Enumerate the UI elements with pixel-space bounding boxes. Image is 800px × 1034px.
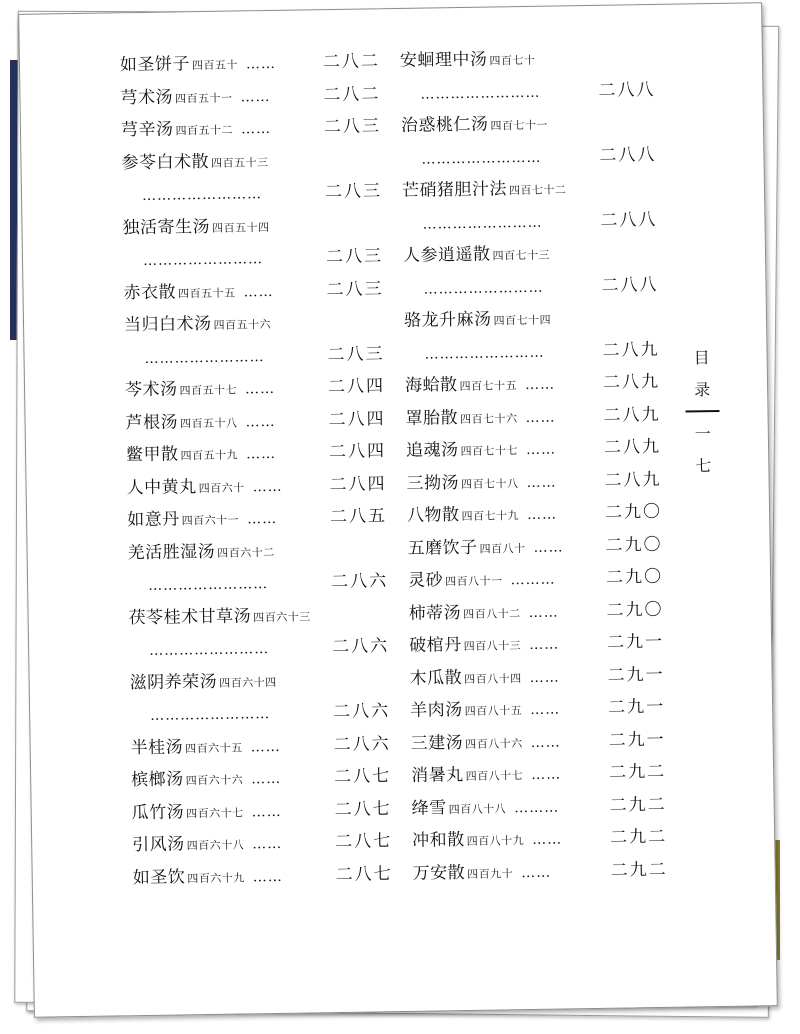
dot-leader: …… xyxy=(531,766,562,783)
toc-entry xyxy=(404,301,660,370)
toc-entry xyxy=(125,403,385,440)
page-sidebar xyxy=(676,342,728,483)
dot-leader: …… xyxy=(529,636,560,653)
toc-entry-line xyxy=(121,110,381,147)
toc-entry-line xyxy=(126,468,386,505)
page-number: 二八九 xyxy=(602,339,660,361)
toc-entry-line xyxy=(408,561,663,598)
dot-leader: …………………… xyxy=(420,84,541,103)
page-number: 二九一 xyxy=(608,729,666,751)
dot-leader: …… xyxy=(247,510,278,528)
prescription-number: 四百六十五 xyxy=(185,740,243,755)
dot-leader: …………………… xyxy=(142,251,264,269)
prescription-name: 羌活胜湿汤 xyxy=(127,541,216,563)
prescription-number: 四百七十三 xyxy=(492,248,551,263)
toc-entry xyxy=(120,78,380,115)
page-number: 二八四 xyxy=(327,376,386,398)
page-number: 二八二 xyxy=(323,83,381,105)
toc-entry-line xyxy=(126,435,386,472)
toc-entry xyxy=(121,110,381,147)
toc-entry-line xyxy=(128,598,388,635)
toc-entry-line xyxy=(123,273,383,310)
toc-entry-line xyxy=(127,533,387,570)
prescription-number: 四百七十八 xyxy=(460,476,519,491)
toc-entry xyxy=(407,496,662,533)
prescription-name: 五磨饮子 xyxy=(407,537,478,559)
page-number: 二八四 xyxy=(328,441,387,463)
prescription-name: 人中黄丸 xyxy=(126,476,197,498)
prescription-name: 芦根汤 xyxy=(125,411,179,433)
toc-entry-leader-line xyxy=(122,175,382,212)
prescription-name: 羊肉汤 xyxy=(409,700,463,721)
sidebar-title-char: 录 xyxy=(693,380,711,400)
toc-entry-line xyxy=(412,853,667,890)
toc-entry xyxy=(125,370,385,407)
dot-leader: …………………… xyxy=(150,706,271,724)
toc-entry-line xyxy=(129,663,389,700)
prescription-name: 万安散 xyxy=(412,862,466,884)
toc-entry xyxy=(131,760,391,797)
toc-entry xyxy=(405,366,660,403)
toc-entry-line xyxy=(120,45,380,82)
toc-entry-line xyxy=(124,305,384,342)
toc-entry-line xyxy=(121,143,381,180)
prescription-number: 四百八十九 xyxy=(466,834,525,848)
toc-entry-line xyxy=(406,431,661,468)
page-number: 二八七 xyxy=(334,766,392,788)
toc-entry-line xyxy=(405,398,660,435)
toc-entry xyxy=(132,858,392,895)
prescription-number: 四百八十四 xyxy=(464,671,522,686)
toc-entry-leader-line xyxy=(403,268,658,305)
toc-entry xyxy=(403,236,659,305)
prescription-number: 四百六十三 xyxy=(253,609,311,624)
prescription-name: 安蛔理中汤 xyxy=(399,49,488,71)
prescription-name: 破棺丹 xyxy=(408,635,462,656)
toc-entry-line xyxy=(401,106,656,143)
toc-entry-line xyxy=(411,756,666,793)
page-number: 二八六 xyxy=(330,571,389,593)
dot-leader: …… xyxy=(524,376,556,393)
prescription-name: 槟榔汤 xyxy=(131,769,184,791)
dot-leader: …… xyxy=(245,445,277,463)
dot-leader: …… xyxy=(525,441,557,458)
dot-leader: …… xyxy=(526,474,557,491)
page-number: 二八七 xyxy=(335,863,393,885)
prescription-number: 四百六十六 xyxy=(185,773,244,788)
toc-entry xyxy=(131,793,391,830)
toc-entry xyxy=(405,398,660,435)
page-number: 二八八 xyxy=(599,144,657,166)
toc-entry xyxy=(122,208,383,277)
page-number: 二九二 xyxy=(609,794,667,816)
toc-page xyxy=(18,2,778,1018)
prescription-name: 瓜竹汤 xyxy=(131,801,185,823)
prescription-name: 骆龙升麻汤 xyxy=(403,309,492,331)
dot-leader: …………………… xyxy=(423,279,544,298)
toc-entry xyxy=(126,435,386,472)
prescription-number: 四百六十一 xyxy=(181,513,240,528)
dot-leader: …………………… xyxy=(424,344,545,363)
page-number: 二八三 xyxy=(325,246,384,268)
page-number: 二八八 xyxy=(601,274,659,296)
page-number: 二八七 xyxy=(335,831,393,853)
toc-entry-leader-line xyxy=(404,333,659,370)
toc-entry xyxy=(123,273,383,310)
toc-entry xyxy=(406,431,661,468)
toc-entry xyxy=(127,533,388,602)
prescription-number: 四百五十一 xyxy=(174,91,233,105)
toc-entry xyxy=(121,143,382,212)
sidebar-divider xyxy=(685,410,719,413)
prescription-number: 四百七十四 xyxy=(493,313,552,328)
dot-leader: …… xyxy=(528,603,559,621)
toc-left-column xyxy=(120,45,393,894)
toc-entry-leader-line xyxy=(400,73,655,110)
prescription-name: 三建汤 xyxy=(410,732,464,754)
toc-entry xyxy=(411,756,666,793)
dot-leader: …… xyxy=(250,738,281,755)
page-number: 二八四 xyxy=(328,408,386,430)
toc-entry xyxy=(408,593,663,630)
prescription-number: 四百九十 xyxy=(467,866,514,881)
page-number: 二八三 xyxy=(323,116,382,138)
prescription-number: 四百七十九 xyxy=(461,509,520,524)
toc-entry-line xyxy=(120,78,380,115)
prescription-name: 冲和散 xyxy=(412,829,465,851)
prescription-number: 四百八十二 xyxy=(463,606,521,621)
prescription-name: 参苓白术散 xyxy=(121,151,210,173)
dot-leader: …… xyxy=(240,88,271,105)
toc-entry-line xyxy=(409,626,664,663)
toc-entry-line xyxy=(400,41,655,78)
dot-leader: …………………… xyxy=(141,186,263,204)
prescription-number: 四百五十 xyxy=(191,58,239,73)
toc-entry xyxy=(124,305,385,374)
toc-entry-line xyxy=(410,691,665,728)
dot-leader: …… xyxy=(243,283,274,300)
prescription-number: 四百七十七 xyxy=(460,444,519,459)
page-number: 二八九 xyxy=(603,404,661,426)
dot-leader: …… xyxy=(529,668,560,686)
dot-leader: …… xyxy=(252,478,283,495)
page-number: 二八七 xyxy=(334,798,392,820)
prescription-name: 如意丹 xyxy=(126,509,180,531)
page-number: 二八九 xyxy=(603,436,662,458)
prescription-name: 罩胎散 xyxy=(405,407,459,429)
toc-entry-leader-line xyxy=(402,203,657,240)
toc-entry xyxy=(126,468,386,505)
toc-entry xyxy=(410,723,665,760)
prescription-name: 追魂汤 xyxy=(405,440,459,461)
prescription-number: 四百五十二 xyxy=(175,123,234,138)
prescription-name: 八物散 xyxy=(406,505,460,526)
toc-entry-line xyxy=(125,370,385,407)
prescription-number: 四百五十四 xyxy=(211,220,270,235)
prescription-name: 绛雪 xyxy=(411,797,447,819)
prescription-name: 鳖甲散 xyxy=(125,444,179,466)
toc-entry-leader-line xyxy=(124,338,384,375)
dot-leader: …… xyxy=(251,770,282,788)
dot-leader: …… xyxy=(533,538,564,556)
prescription-number: 四百八十 xyxy=(479,541,526,556)
dot-leader: …………………… xyxy=(422,214,543,233)
toc-entry xyxy=(128,598,389,667)
page-number: 二八三 xyxy=(326,278,384,300)
toc-entry xyxy=(409,626,664,663)
toc-entry-leader-line xyxy=(129,630,389,667)
prescription-number: 四百六十 xyxy=(198,480,245,495)
toc-entry-leader-line xyxy=(130,695,390,732)
dot-leader: …………………… xyxy=(148,576,269,594)
toc-entry-line xyxy=(408,593,663,630)
prescription-number: 四百五十六 xyxy=(213,317,272,332)
page-number: 二八六 xyxy=(333,701,391,723)
prescription-number: 四百七十五 xyxy=(459,379,518,394)
prescription-number: 四百八十七 xyxy=(465,769,524,783)
prescription-number: 四百五十五 xyxy=(177,286,236,300)
page-number: 二八八 xyxy=(600,209,658,231)
sidebar-title-char: 目 xyxy=(693,348,710,368)
toc-entry-line xyxy=(411,788,666,825)
prescription-number: 四百八十三 xyxy=(463,639,522,653)
prescription-name: 治惑桃仁汤 xyxy=(400,114,489,136)
toc-entry xyxy=(400,41,656,110)
toc-entry xyxy=(129,663,390,732)
toc-entry-line xyxy=(402,171,657,208)
dot-leader: …………………… xyxy=(421,149,542,168)
toc-entry-line xyxy=(131,793,391,830)
toc-entry-line xyxy=(132,858,392,895)
dot-leader: …… xyxy=(530,733,561,751)
prescription-name: 芎辛汤 xyxy=(120,119,174,141)
dot-leader: …… xyxy=(251,803,282,820)
page-number: 二八六 xyxy=(331,636,390,658)
prescription-number: 四百六十二 xyxy=(217,545,275,560)
prescription-name: 人参逍遥散 xyxy=(402,244,491,266)
toc-entry-line xyxy=(407,528,662,565)
prescription-number: 四百八十五 xyxy=(464,704,523,718)
prescription-name: 海蛤散 xyxy=(404,375,458,396)
prescription-name: 芩术汤 xyxy=(124,379,178,401)
prescription-name: 灵砂 xyxy=(407,570,444,591)
prescription-name: 当归白术汤 xyxy=(123,313,212,336)
toc-entry xyxy=(411,788,666,825)
prescription-name: 木瓜散 xyxy=(409,667,463,689)
toc-entry-line xyxy=(409,658,664,695)
prescription-number: 四百六十四 xyxy=(219,675,277,690)
dot-leader: ……… xyxy=(510,571,556,589)
page-number: 二八五 xyxy=(329,506,388,528)
prescription-number: 四百七十一 xyxy=(490,118,549,133)
toc-entry xyxy=(412,821,667,858)
prescription-number: 四百六十七 xyxy=(186,805,244,820)
page-number: 二九〇 xyxy=(604,501,663,523)
toc-entry-line xyxy=(407,496,662,533)
dot-leader: …… xyxy=(252,835,283,853)
page-number: 二八三 xyxy=(324,181,383,203)
page-number: 二八九 xyxy=(604,469,662,491)
toc-entry-line xyxy=(125,403,385,440)
prescription-number: 四百七十六 xyxy=(459,411,518,426)
toc-entry xyxy=(120,45,380,82)
page-number: 二九二 xyxy=(608,761,667,783)
page-number: 二九〇 xyxy=(605,534,663,556)
page-number: 二九二 xyxy=(610,826,668,848)
page-number: 二八四 xyxy=(329,473,387,495)
prescription-name: 柿蒂汤 xyxy=(408,602,462,624)
toc-entry-line xyxy=(131,760,391,797)
page-number: 二九〇 xyxy=(605,566,664,588)
toc-entry xyxy=(409,658,664,695)
toc-entry-line xyxy=(410,723,665,760)
page-number: 二八二 xyxy=(322,51,381,73)
toc-entry-line xyxy=(406,463,661,500)
dot-leader: …………………… xyxy=(144,348,265,367)
dot-leader: …… xyxy=(532,831,563,848)
prescription-number: 四百八十八 xyxy=(448,801,507,816)
prescription-number: 四百六十九 xyxy=(187,870,245,885)
page-number: 二九二 xyxy=(610,859,668,881)
dot-leader: …… xyxy=(525,409,556,426)
toc-entry-leader-line xyxy=(128,565,388,602)
toc-entry xyxy=(130,728,390,765)
toc-entry xyxy=(408,561,663,598)
toc-entry-line xyxy=(130,728,390,765)
dot-leader: …… xyxy=(244,380,276,398)
toc-right-column xyxy=(400,41,668,890)
toc-entry-line xyxy=(132,825,392,862)
toc-entry-line xyxy=(405,366,660,403)
dot-leader: …… xyxy=(245,413,276,430)
prescription-name: 如圣饼子 xyxy=(119,54,191,76)
toc-entry-leader-line xyxy=(123,240,383,277)
prescription-number: 四百五十九 xyxy=(180,448,239,463)
toc-entry-leader-line xyxy=(401,138,656,175)
dot-leader: …… xyxy=(526,506,558,523)
prescription-number: 四百八十六 xyxy=(465,736,523,751)
toc-entry xyxy=(407,528,662,565)
toc-entry xyxy=(402,171,658,240)
prescription-name: 半桂汤 xyxy=(130,736,184,758)
page-number: 二九一 xyxy=(606,631,665,653)
page-number: 二八八 xyxy=(598,79,656,101)
sidebar-page-number-char: 七 xyxy=(695,456,712,476)
dot-leader: …… xyxy=(530,701,561,718)
toc-entry-line xyxy=(412,821,667,858)
prescription-number: 四百五十七 xyxy=(179,383,238,398)
prescription-name: 赤衣散 xyxy=(123,281,177,303)
toc-entry xyxy=(410,691,665,728)
page-number: 二八六 xyxy=(333,733,391,755)
dot-leader: …… xyxy=(245,55,277,73)
prescription-name: 如圣饮 xyxy=(132,866,186,888)
prescription-number: 四百七十二 xyxy=(508,183,567,198)
page-number: 二九〇 xyxy=(606,599,664,621)
toc-entry xyxy=(401,106,657,175)
prescription-number: 四百七十 xyxy=(489,53,536,68)
prescription-name: 滋阴养荣汤 xyxy=(129,671,218,693)
prescription-name: 芎术汤 xyxy=(120,86,174,108)
toc-entry-line xyxy=(403,236,658,273)
prescription-number: 四百五十三 xyxy=(210,155,269,170)
toc-entry-line xyxy=(404,301,659,338)
toc-entry xyxy=(406,463,661,500)
prescription-number: 四百五十八 xyxy=(180,416,238,430)
dot-leader: …… xyxy=(240,120,272,138)
page-number: 二八九 xyxy=(602,371,661,393)
prescription-name: 独活寄生汤 xyxy=(122,216,211,238)
prescription-name: 芒硝猪胆汁法 xyxy=(401,179,508,201)
sidebar-page-number-char: 一 xyxy=(694,424,711,444)
dot-leader: …… xyxy=(521,864,552,881)
toc-entry xyxy=(127,500,387,537)
dot-leader: …… xyxy=(252,868,283,885)
page-number: 二九一 xyxy=(607,664,665,686)
page-number: 二九一 xyxy=(607,696,666,718)
prescription-name: 茯苓桂术甘草汤 xyxy=(128,605,252,628)
prescription-name: 三拗汤 xyxy=(406,472,460,494)
prescription-name: 引风汤 xyxy=(132,834,185,856)
dot-leader: ……… xyxy=(514,799,560,816)
toc-entry xyxy=(132,825,392,862)
prescription-number: 四百八十一 xyxy=(445,574,503,589)
toc-entry-line xyxy=(122,208,382,245)
prescription-name: 消暑丸 xyxy=(411,765,464,786)
page-number: 二八三 xyxy=(327,343,385,365)
prescription-number: 四百六十八 xyxy=(186,838,245,853)
dot-leader: …………………… xyxy=(149,641,270,659)
toc-entry-line xyxy=(127,500,387,537)
toc-entry xyxy=(412,853,667,890)
